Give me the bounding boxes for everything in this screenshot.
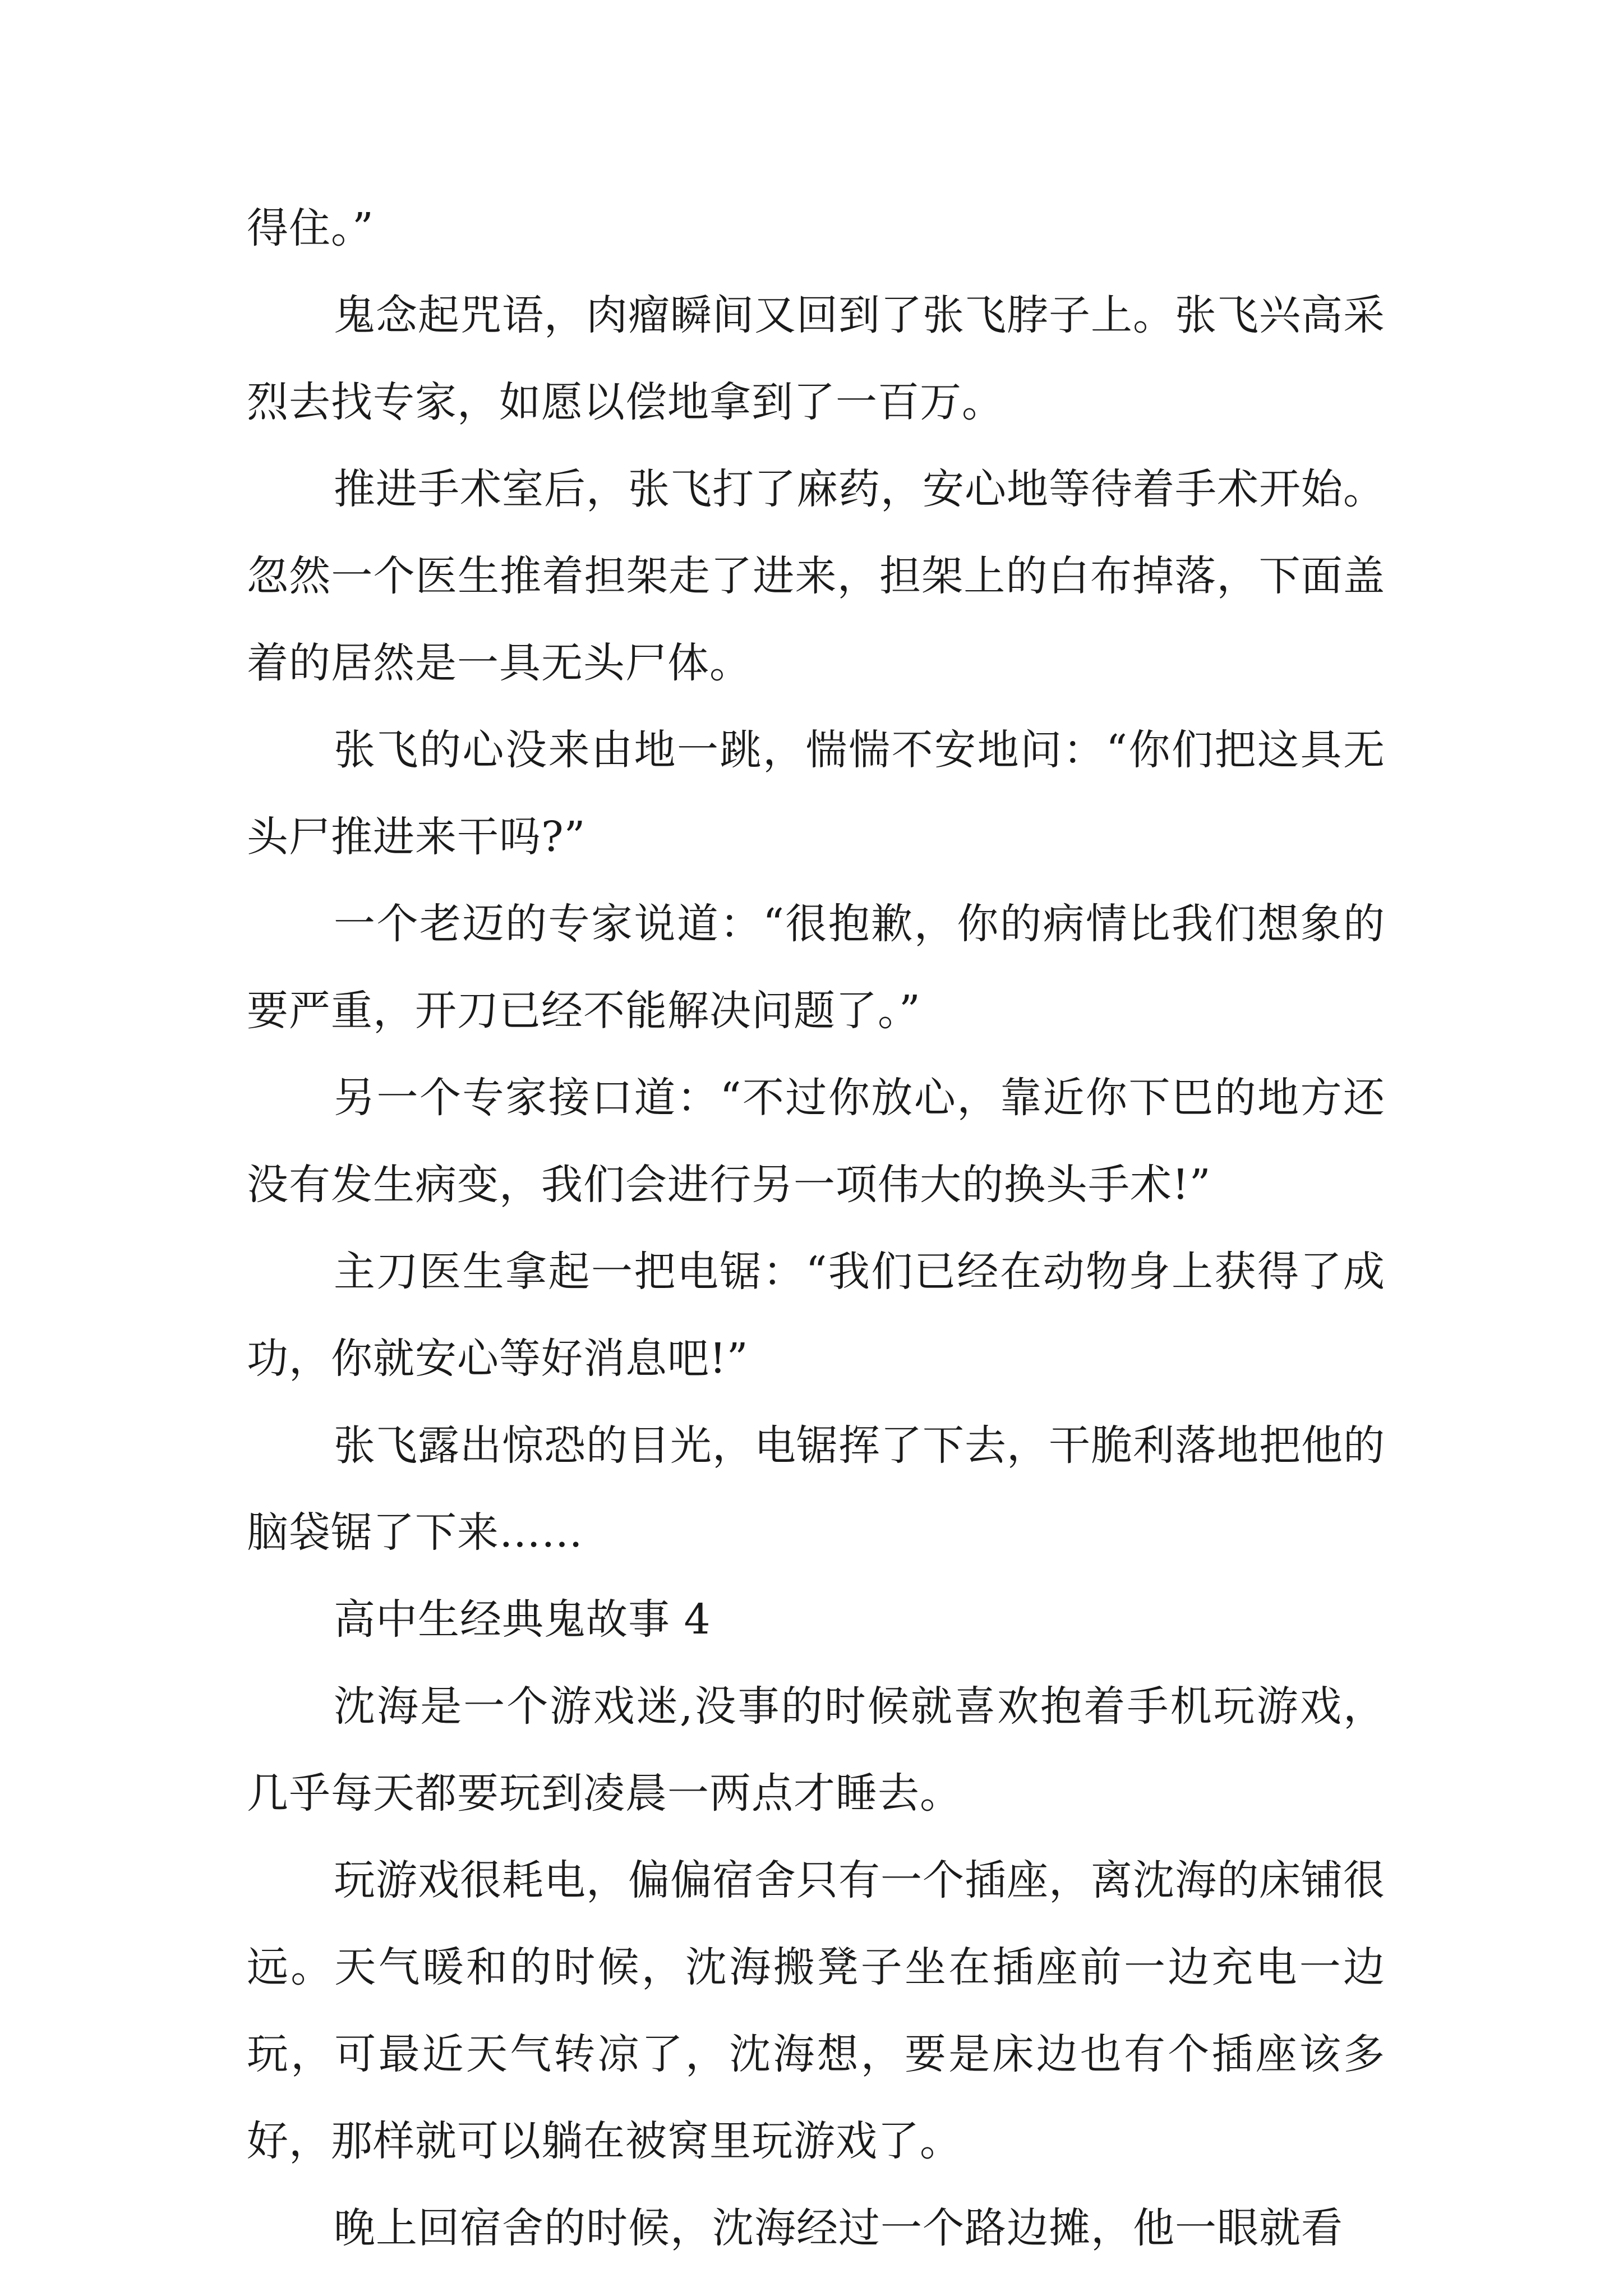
paragraph: 鬼念起咒语，肉瘤瞬间又回到了张飞脖子上。张飞兴高采烈去找专家，如愿以偿地拿到了一百万。 <box>247 291 1385 426</box>
paragraph: 晚上回宿舍的时候，沈海经过一个路边摊，他一眼就看 <box>334 2204 1343 2252</box>
paragraph: 一个老迈的专家说道：“很抱歉，你的病情比我们想象的要严重，开刀已经不能解决问题了。” <box>247 900 1385 1035</box>
paragraph: 张飞露出惊恐的目光，电锯挥了下去，干脆利落地把他的脑袋锯了下来…… <box>247 1421 1385 1557</box>
section-heading: 高中生经典鬼故事 4 <box>334 1595 711 1644</box>
paragraph: 另一个专家接口道：“不过你放心，靠近你下巴的地方还没有发生病变，我们会进行另一项伟大的换头手术!” <box>247 1074 1385 1209</box>
body-text <box>247 185 1385 2272</box>
paragraph: 得住。” <box>247 204 374 252</box>
paragraph: 主刀医生拿起一把电锯：“我们已经在动物身上获得了成功，你就安心等好消息吧!” <box>247 1248 1385 1383</box>
paragraph: 张飞的心没来由地一跳，惴惴不安地问：“你们把这具无头尸推进来干吗?” <box>247 726 1385 861</box>
paragraph: 沈海是一个游戏迷,没事的时候就喜欢抱着手机玩游戏，几乎每天都要玩到凌晨一两点才睡去。 <box>247 1682 1385 1818</box>
paragraph: 推进手术室后，张飞打了麻药，安心地等待着手术开始。忽然一个医生推着担架走了进来，担架上的白布掉落，下面盖着的居然是一具无头尸体。 <box>247 465 1385 687</box>
paragraph: 玩游戏很耗电，偏偏宿舍只有一个插座，离沈海的床铺很远。天气暖和的时候，沈海搬凳子坐在插座前一边充电一边玩，可最近天气转凉了，沈海想，要是床边也有个插座该多好，那样就可以躺在被窝里玩游戏了。 <box>247 1856 1385 2165</box>
